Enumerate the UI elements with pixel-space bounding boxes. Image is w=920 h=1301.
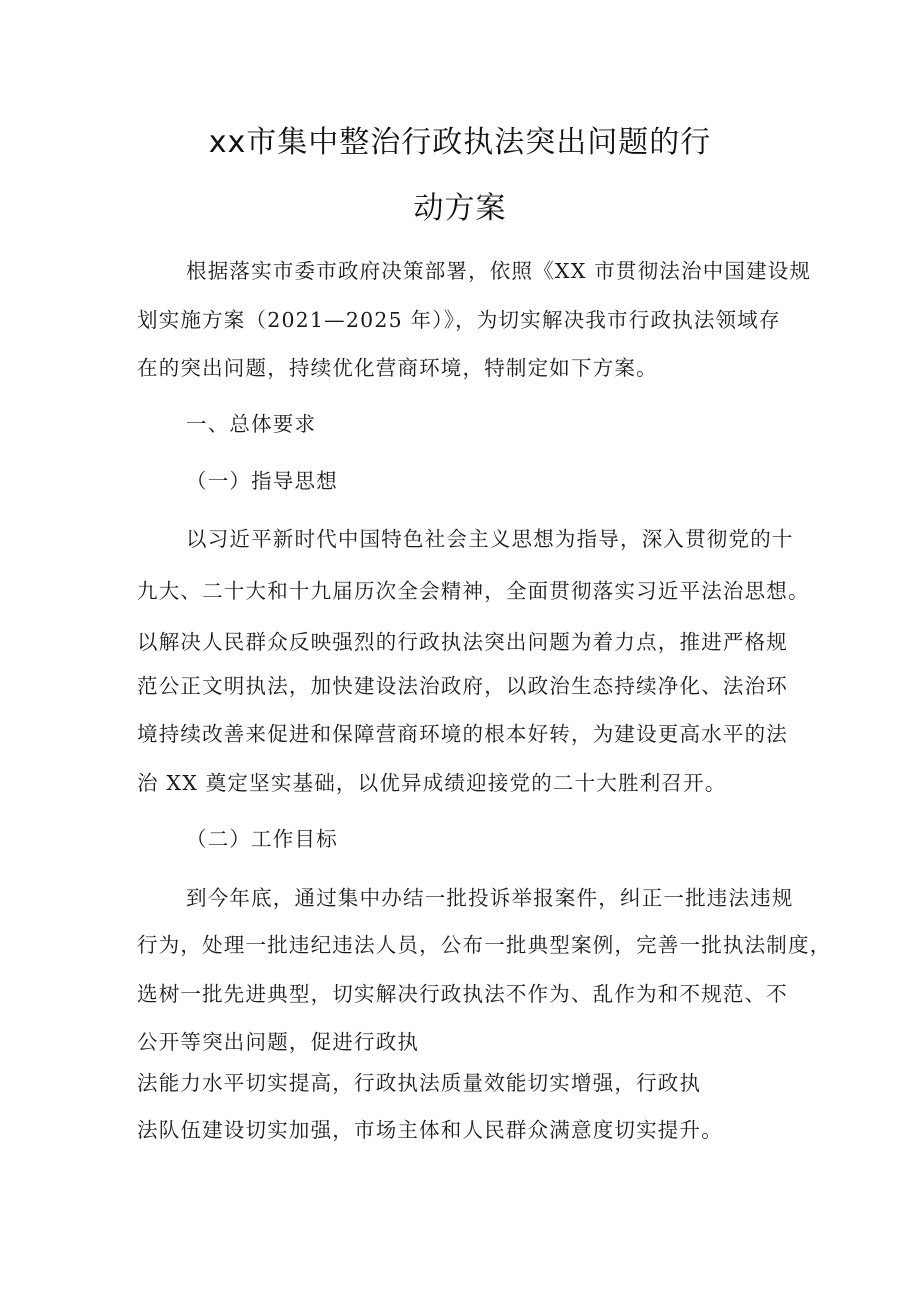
paragraph-goals-line-2: 行为，处理一批违纪违法人员，公布一批典型案例，完善一批执法制度， xyxy=(137,933,832,957)
paragraph-goals-line-6: 法队伍建设切实加强，市场主体和人民群众满意度切实提升。 xyxy=(137,1118,723,1142)
paragraph-goals-line-5: 法能力水平切实提高，行政执法质量效能切实增强，行政执 xyxy=(137,1071,702,1095)
document-title-line-1: xx市集中整治行政执法突出问题的行 xyxy=(208,125,712,160)
paragraph-guiding-line-2: 九大、二十大和十九届历次全会精神，全面贯彻落实习近平法治思想。 xyxy=(137,579,810,603)
paragraph-goals-line-1: 到今年底，通过集中办结一批投诉举报案件，纠正一批违法违规 xyxy=(186,886,794,910)
paragraph-guiding-line-5: 境持续改善来促进和保障营商环境的根本好转，为建设更高水平的法 xyxy=(137,722,788,746)
paragraph-guiding-line-3: 以解决人民群众反映强烈的行政执法突出问题为着力点，推进严格规 xyxy=(137,630,788,654)
paragraph-intro-line-3: 在的突出问题，持续优化营商环境，特制定如下方案。 xyxy=(137,356,658,380)
paragraph-goals-line-4: 公开等突出问题，促进行政执 xyxy=(137,1030,420,1054)
paragraph-intro-line-2: 划实施方案（2021—2025 年）》，为切实解决我市行政执法领域存 xyxy=(137,308,781,332)
paragraph-guiding-line-4: 范公正文明执法，加快建设法治政府，以政治生态持续净化、法治环 xyxy=(137,674,788,698)
paragraph-guiding-line-1: 以习近平新时代中国特色社会主义思想为指导，深入贯彻党的十 xyxy=(186,527,794,551)
paragraph-intro-line-1: 根据落实市委市政府决策部署，依照《XX 市贯彻法治中国建设规 xyxy=(186,259,812,283)
section-heading-1: 一、总体要求 xyxy=(186,412,317,436)
paragraph-guiding-line-6: 治 XX 奠定坚实基础，以优异成绩迎接党的二十大胜利召开。 xyxy=(137,771,727,795)
paragraph-goals-line-3: 选树一批先进典型，切实解决行政执法不作为、乱作为和不规范、不 xyxy=(137,982,788,1006)
subsection-heading-1: （一）指导思想 xyxy=(186,469,338,493)
subsection-heading-2: （二）工作目标 xyxy=(186,827,338,851)
document-title-line-2: 动方案 xyxy=(413,191,507,226)
